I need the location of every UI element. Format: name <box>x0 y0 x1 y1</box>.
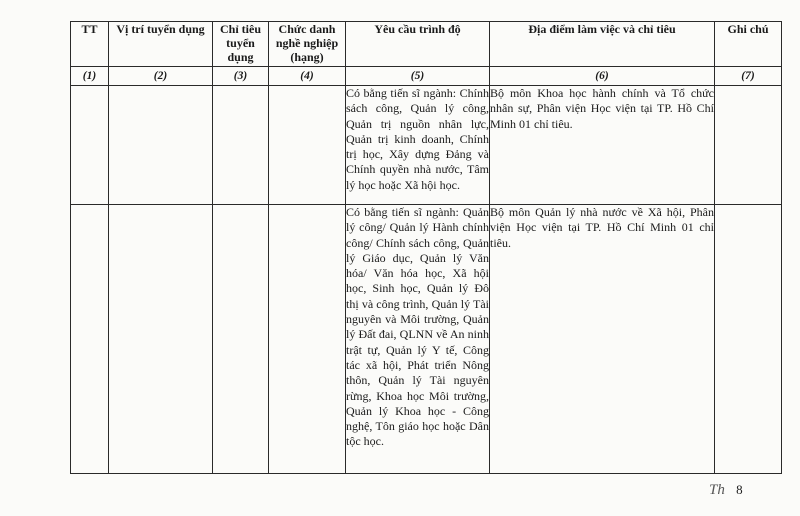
column-number: (5) <box>346 67 490 86</box>
header-row <box>71 22 782 67</box>
header-position: Vị trí tuyển dụng <box>109 22 213 67</box>
table-row <box>71 205 782 474</box>
cell-location: Bộ môn Quản lý nhà nước về Xã hội, Phân viện Học viện tại TP. Hồ Chí Minh 01 chỉ tiêu. <box>490 205 715 474</box>
page-footer <box>709 482 743 499</box>
table-row <box>71 86 782 205</box>
cell-title-grade <box>269 86 346 205</box>
cell-note <box>715 205 782 474</box>
cell-requirement: Có bằng tiến sĩ ngành: Quản lý công/ Quản lý Hành chính công/ Chính sách công, Quản lý Giáo dục, Quản lý Văn hóa/ Văn hóa học, Xã hội học, Sinh học, Quản lý Đô thị và công trình, Quản lý Tài nguyên và Môi trường, Quản lý Đất đai, QLNN về An ninh trật tự, Quản lý Y tế, Công tác xã hội, Phát triển Nông thôn, Quản lý Tài nguyên rừng, Khoa học Môi trường, Quản lý Khoa học - Công nghệ, Tôn giáo học hoặc Dân tộc học. <box>346 205 490 474</box>
cell-position <box>109 86 213 205</box>
handwritten-initials: Th <box>709 482 725 498</box>
cell-quota <box>213 86 269 205</box>
header-quota: Chỉ tiêu tuyển dụng <box>213 22 269 67</box>
cell-tt <box>71 86 109 205</box>
column-number: (3) <box>213 67 269 86</box>
cell-note <box>715 86 782 205</box>
cell-title-grade <box>269 205 346 474</box>
column-number: (7) <box>715 67 782 86</box>
column-number: (4) <box>269 67 346 86</box>
cell-tt <box>71 205 109 474</box>
cell-quota <box>213 205 269 474</box>
header-tt: TT <box>71 22 109 67</box>
column-number: (2) <box>109 67 213 86</box>
page-number: 8 <box>736 482 743 497</box>
column-number-row <box>71 67 782 86</box>
column-number: (1) <box>71 67 109 86</box>
cell-requirement: Có bằng tiến sĩ ngành: Chính sách công, Quản lý công, Quản trị nguồn nhân lực, Quản trị kinh doanh, Chính trị học, Xây dựng Đảng và Chính quyền nhà nước, Tâm lý học hoặc Xã hội học. <box>346 86 490 205</box>
header-title-grade: Chức danh nghề nghiệp (hạng) <box>269 22 346 67</box>
recruitment-table <box>70 21 782 474</box>
cell-position <box>109 205 213 474</box>
cell-location: Bộ môn Khoa học hành chính và Tổ chức nhân sự, Phân viện Học viện tại TP. Hồ Chí Minh 01 chỉ tiêu. <box>490 86 715 205</box>
header-note: Ghi chú <box>715 22 782 67</box>
header-requirement: Yêu cầu trình độ <box>346 22 490 67</box>
header-location: Địa điểm làm việc và chỉ tiêu <box>490 22 715 67</box>
column-number: (6) <box>490 67 715 86</box>
